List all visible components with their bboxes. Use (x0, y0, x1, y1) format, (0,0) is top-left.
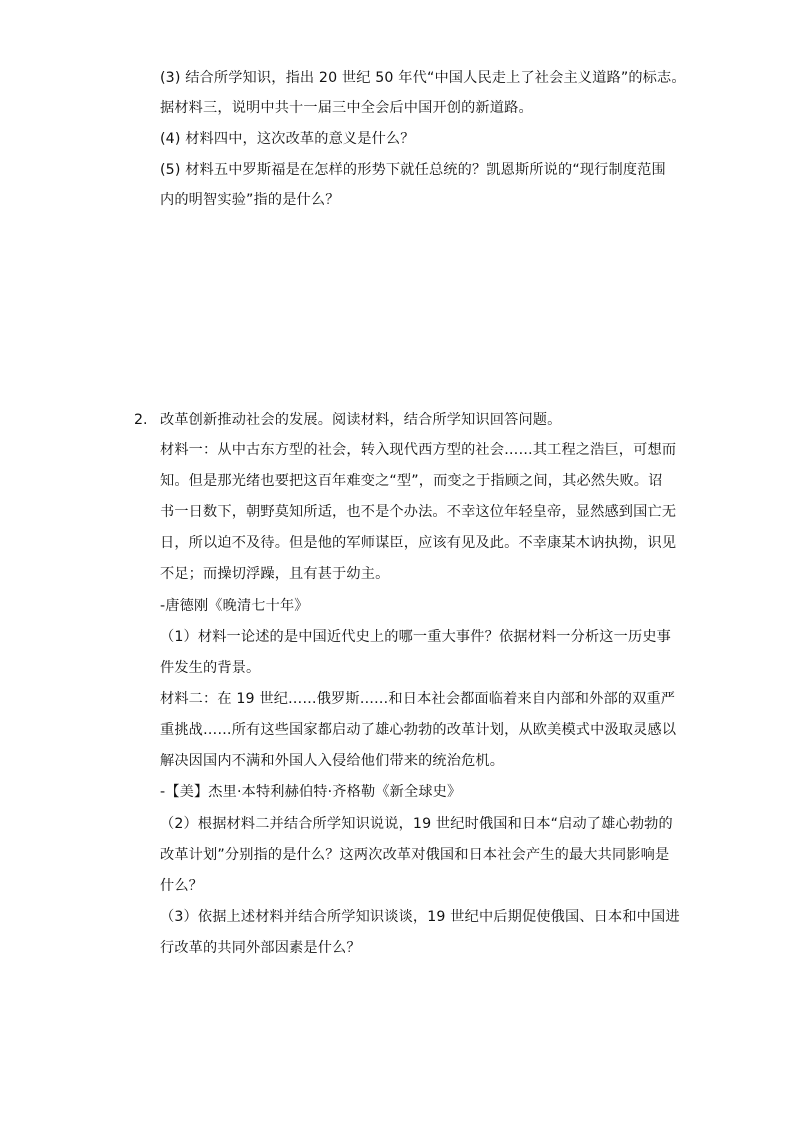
material2-line: 解决因国内不满和外国人入侵给他们带来的统治危机。 (160, 753, 505, 769)
material2-line: 材料二：在 19 世纪……俄罗斯……和日本社会都面临着来自内部和外部的双重严 (160, 691, 676, 707)
sub-question-1-line: （1）材料一论述的是中国近代史上的哪一重大事件？依据材料一分析这一历史事 (160, 629, 671, 645)
q1-sub3-line1: (3) 结合所学知识，指出 20 世纪 50 年代“中国人民走上了社会主义道路”的标志。 (160, 70, 686, 86)
question-number: 2. (134, 412, 148, 428)
material1-line: 材料一：从中古东方型的社会，转入现代西方型的社会……其工程之浩巨，可想而 (160, 442, 677, 458)
material2-line: 重挑战……所有这些国家都启动了雄心勃勃的改革计划，从欧美模式中汲取灵感以 (160, 722, 677, 738)
q1-sub5-line1: (5) 材料五中罗斯福是在怎样的形势下就任总统的？凯恩斯所说的“现行制度范围 (160, 162, 666, 178)
sub-question-1-line: 件发生的背景。 (160, 660, 261, 676)
material1-line: 知。但是那光绪也要把这百年难变之“型”，而变之于指顾之间，其必然失败。诏 (160, 473, 663, 489)
material1-line: 书一日数下，朝野莫知所适，也不是个办法。不幸这位年轻皇帝，显然感到国亡无 (160, 504, 677, 520)
sub-question-2-line: 什么？ (160, 878, 204, 894)
material1-line: 不足；而操切浮躁，且有甚于幼主。 (160, 566, 390, 582)
sub-question-3-line: （3）依据上述材料并结合所学知识谈谈，19 世纪中后期促使俄国、日本和中国进 (160, 909, 680, 925)
sub-question-2-line: 改革计划”分别指的是什么？这两次改革对俄国和日本社会产生的最大共同影响是 (160, 847, 670, 863)
material1-source: -唐德刚《晚清七十年》 (160, 598, 309, 614)
material1-line: 日，所以迫不及待。但是他的军师谋臣，应该有见及此。不幸康某木讷执拗，识见 (160, 535, 677, 551)
question-stem: 改革创新推动社会的发展。阅读材料，结合所学知识回答问题。 (160, 412, 562, 428)
q1-sub3-line2: 据材料三，说明中共十一届三中全会后中国开创的新道路。 (160, 100, 533, 116)
sub-question-3-line: 行改革的共同外部因素是什么？ (160, 940, 361, 956)
sub-question-2-line: （2）根据材料二并结合所学知识说说，19 世纪时俄国和日本“启动了雄心勃勃的 (160, 816, 673, 832)
q1-sub4: (4) 材料四中，这次改革的意义是什么？ (160, 131, 415, 147)
material2-source: -【美】杰里·本特利赫伯特·齐格勒《新全球史》 (160, 784, 462, 800)
q1-sub5-line2: 内的明智实验”指的是什么？ (160, 192, 340, 208)
